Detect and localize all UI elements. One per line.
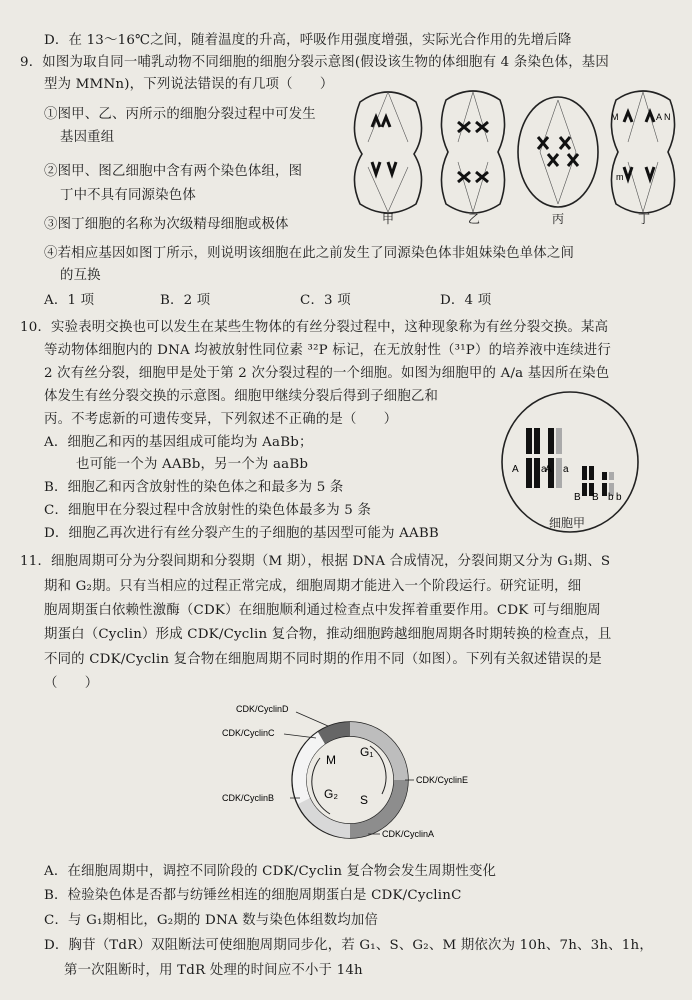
cell-ding <box>611 91 675 213</box>
g1-band <box>350 722 408 780</box>
q9-statement-2-line2: 丁中不具有同源染色体 <box>60 188 196 203</box>
q9-option-a: A．1 项 <box>44 293 95 308</box>
q11-option-d-line2: 第一次阻断时，用 TdR 处理的时间应不小于 14h <box>64 963 363 978</box>
phase-label-g2: G₂ <box>324 787 338 801</box>
q11-line5: 不同的 CDK/Cyclin 复合物在细胞周期不同时期的作用不同（如图）。下列有关叙述错误的是 <box>44 652 602 667</box>
q11-option-d-line1: D．胸苷（TdR）双阻断法可使细胞周期同步化，若 G₁、S、G₂、M 期依次为 10h、7h、3h、1h， <box>44 938 653 953</box>
q10-option-a-line1: A．细胞乙和丙的基因组成可能均为 AaBb； <box>44 435 313 450</box>
q9-stem-line2: 型为 MMNn)，下列说法错误的有几项（ ） <box>44 77 334 92</box>
chromosome-pair-aa <box>524 428 564 488</box>
q10-option-b: B．细胞乙和丙含放射性的染色体之和最多为 5 条 <box>44 480 344 495</box>
cell-jia <box>354 92 421 213</box>
phase-label-s: S <box>360 793 369 807</box>
gene-label-A2: A <box>545 464 552 475</box>
q9-statement-4-line1: ④若相应基因如图丁所示，则说明该细胞在此之前发生了同源染色体非姐妹染色单体之间 <box>44 246 575 261</box>
q10-option-d: D．细胞乙再次进行有丝分裂产生的子细胞的基因型可能为 AABB <box>44 526 439 541</box>
q9-gene-label-m-lower: m <box>616 172 624 182</box>
fig-label-jia: 甲 <box>382 212 395 226</box>
q9-gene-label-m-upper: M <box>611 112 619 122</box>
q9-statement-3: ③图丁细胞的名称为次级精母细胞或极体 <box>44 217 289 232</box>
q11-option-b: B．检验染色体是否都与纺锤丝相连的细胞周期蛋白是 CDK/CyclinC <box>44 888 462 903</box>
gene-label-B1: B <box>574 492 581 503</box>
label-cdk-cyclin-a: CDK/CyclinA <box>382 829 435 839</box>
q9-gene-label-n: N <box>664 112 671 122</box>
cell-yi <box>441 91 504 213</box>
q9-stem-line1: 9．如图为取自同一哺乳动物不同细胞的细胞分裂示意图(假设该生物的体细胞有 4 条染色体，基因 <box>20 55 609 70</box>
q11-option-c: C．与 G₁期相比，G₂期的 DNA 数与染色体组数均加倍 <box>44 913 379 928</box>
q9-statement-4-line2: 的互换 <box>60 268 101 283</box>
q11-line6: （ ） <box>44 676 99 691</box>
q9-gene-label-an: A <box>656 112 663 122</box>
gene-label-b2: b <box>616 492 622 503</box>
q10-line1: 10．实验表明交换也可以发生在某些生物体的有丝分裂过程中，这种现象称为有丝分裂交换。某高 <box>20 320 609 335</box>
m-band <box>293 732 325 804</box>
fig-label-bing: 丙 <box>552 212 565 226</box>
cell-cycle-diagram <box>220 698 480 848</box>
label-cdk-cyclin-c: CDK/CyclinC <box>222 728 275 738</box>
q11-line3: 胞周期蛋白依赖性激酶（CDK）在细胞顺利通过检查点中发挥着重要作用。CDK 可与细胞周 <box>44 603 601 618</box>
gene-label-a1: a <box>541 464 547 475</box>
q9-option-c: C．3 项 <box>300 293 351 308</box>
q9-option-b: B．2 项 <box>160 293 211 308</box>
phase-label-m: M <box>326 753 336 767</box>
q11-line4: 期蛋白（Cyclin）形成 CDK/Cyclin 复合物，推动细胞跨越细胞周期各时期转换的检查点，且 <box>44 627 612 642</box>
q10-line3: 2 次有丝分裂，细胞甲是处于第 2 次分裂过程的一个细胞。如图为细胞甲的 A/a 基因所在染色 <box>44 366 610 381</box>
q11-line2: 期和 G₂期。只有当相应的过程正常完成，细胞周期才能进入一个阶段运行。研究证明，细 <box>44 579 582 594</box>
q9-option-d: D．4 项 <box>440 293 492 308</box>
q10-line4: 体发生有丝分裂交换的示意图。细胞甲继续分裂后得到子细胞乙和 <box>44 389 439 404</box>
q10-line2: 等动物体细胞内的 DNA 均被放射性同位素 ³²P 标记，在无放射性（³¹P）的培养液中连续进行 <box>44 343 611 358</box>
fig-label-yi: 乙 <box>468 212 481 226</box>
gene-label-B2: B <box>592 492 599 503</box>
q11-option-a: A．在细胞周期中，调控不同阶段的 CDK/Cyclin 复合物会发生周期性变化 <box>44 864 497 879</box>
q9-statement-1-line2: 基因重组 <box>60 130 115 145</box>
label-cdk-cyclin-d: CDK/CyclinD <box>236 704 289 714</box>
phase-label-g1: G₁ <box>360 745 374 759</box>
gene-label-b1: b <box>608 492 614 503</box>
q10-fig-caption: 细胞甲 <box>549 516 586 530</box>
cycle-inner-ring <box>306 736 394 824</box>
q10-option-c: C．细胞甲在分裂过程中含放射性的染色体最多为 5 条 <box>44 503 372 518</box>
q9-statement-1-line1: ①图甲、乙、丙所示的细胞分裂过程中可发生 <box>44 107 316 122</box>
q10-option-a-line2: 也可能一个为 AABb，另一个为 aaBb <box>76 457 309 472</box>
label-cdk-cyclin-b: CDK/CyclinB <box>222 793 275 803</box>
leader-d <box>296 712 328 726</box>
fig-label-ding: 丁 <box>638 212 651 226</box>
prev-question-option-d: D．在 13～16℃之间，随着温度的升高，呼吸作用强度增强，实际光合作用的先增后降 <box>44 33 572 48</box>
q11-line1: 11．细胞周期可分为分裂间期和分裂期（M 期），根据 DNA 合成情况，分裂间期又分为 G₁期、S <box>20 554 611 569</box>
gene-label-a2: a <box>563 464 569 475</box>
label-cdk-cyclin-e: CDK/CyclinE <box>416 775 469 785</box>
gene-label-A1: A <box>512 464 519 475</box>
cell-bing <box>518 97 598 207</box>
q9-statement-2-line1: ②图甲、图乙细胞中含有两个染色体组，图 <box>44 164 303 179</box>
q9-cell-division-figure <box>348 82 678 232</box>
q10-line5: 丙。不考虑新的可遗传变异，下列叙述不正确的是（ ） <box>44 412 398 427</box>
